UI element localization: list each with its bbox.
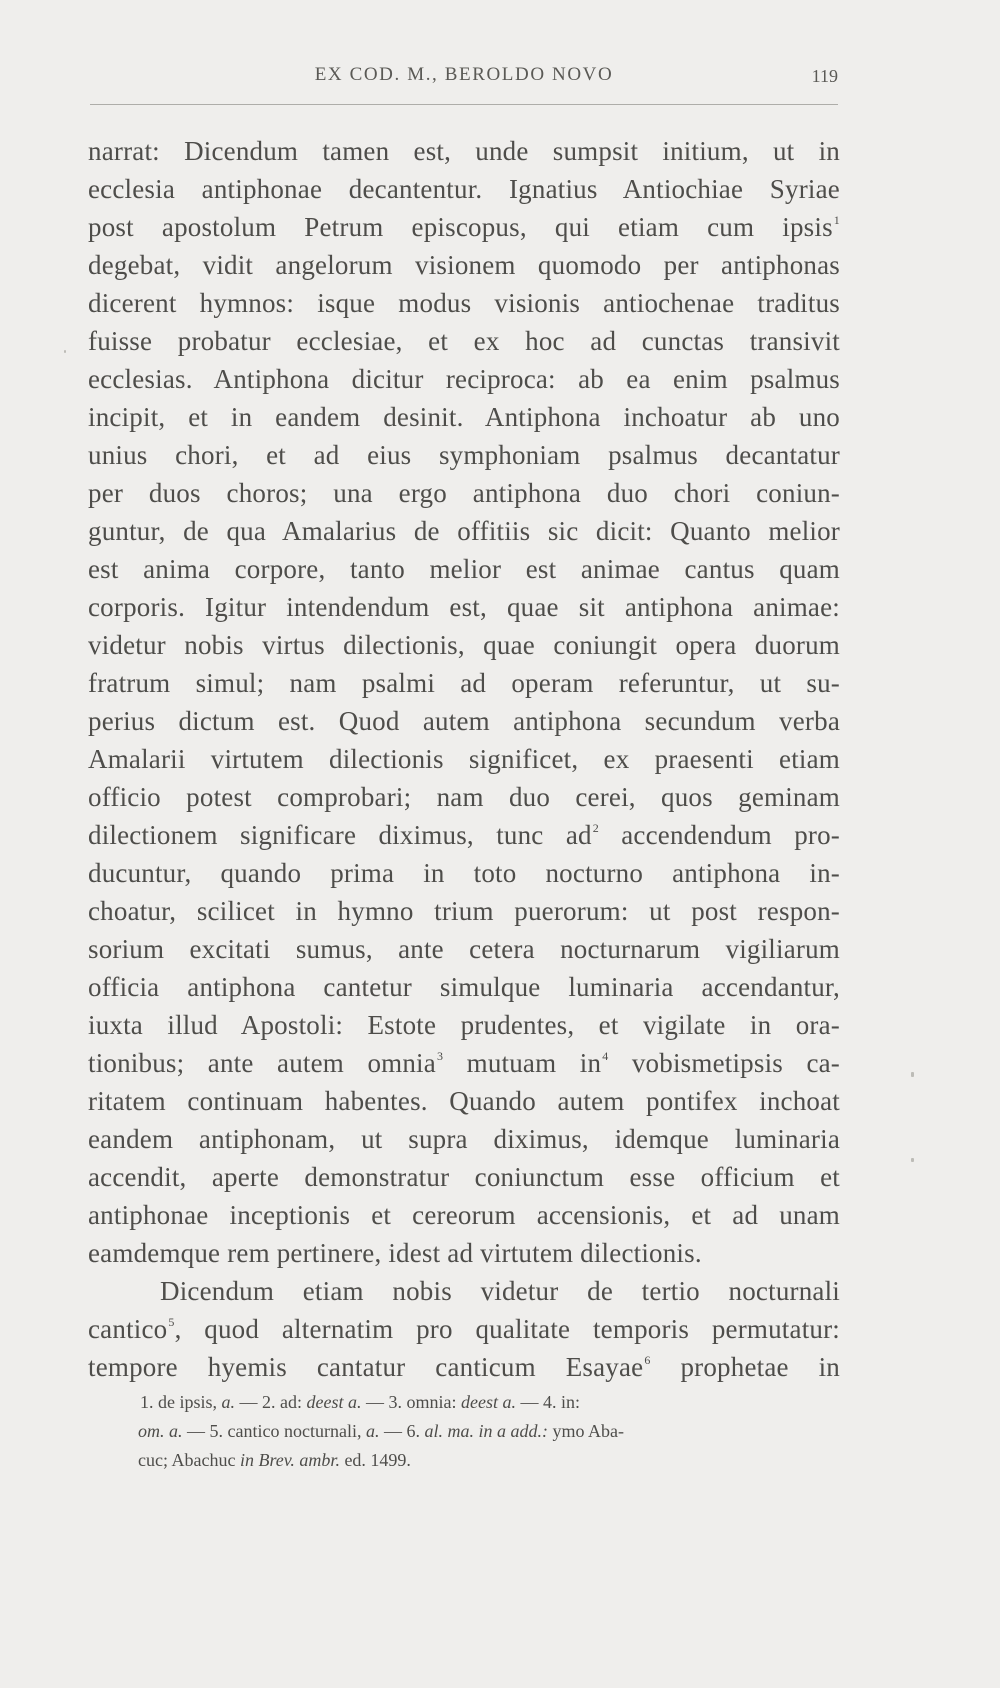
footnote-text: de ipsis,: [158, 1392, 218, 1412]
text-line: accendit, aperte demonstratur coniunctum esse officium et: [88, 1162, 840, 1192]
running-head: [90, 64, 838, 94]
footnote-text: ymo Aba-: [552, 1421, 624, 1441]
text-line: ecclesia antiphonae decantentur. Ignatius Antiochiae Syriae: [88, 174, 840, 204]
text-line: unius chori, et ad eius symphoniam psalmus decantatur: [88, 440, 840, 470]
footnote-line: [138, 1417, 852, 1446]
footnote-line: [140, 1388, 852, 1417]
footnote-siglum: deest a.: [461, 1392, 516, 1412]
footnote-siglum: om. a.: [138, 1421, 183, 1441]
footnote-siglum: in Brev. ambr.: [239, 1450, 340, 1470]
footnote-text: — 3. omnia:: [366, 1392, 457, 1412]
text-line: eandem antiphonam, ut supra diximus, idemque luminaria: [88, 1124, 840, 1154]
text-fragment: tempore hyemis cantatur canticum Esayae: [88, 1352, 644, 1382]
footnote-text: — 5. cantico nocturnali,: [187, 1421, 362, 1441]
footnote-siglum: al. ma. in a add.:: [424, 1421, 548, 1441]
note-ref: 2: [592, 821, 599, 835]
text-line: ecclesias. Antiphona dicitur reciproca: ab ea enim psalmus: [88, 364, 840, 394]
footnotes: [140, 1388, 852, 1475]
footnote-text: ed. 1499.: [344, 1450, 411, 1470]
note-ref: 3: [436, 1049, 444, 1063]
text-line: dicerent hymnos: isque modus visionis antiochenae traditus: [88, 288, 840, 318]
text-line: [88, 816, 840, 854]
text-line: per duos choros; una ergo antiphona duo chori coniun-: [88, 478, 840, 508]
text-line: eamdemque rem pertinere, idest ad virtutem dilectionis.: [88, 1238, 702, 1268]
text-line: iuxta illud Apostoli: Estote prudentes, et vigilate in ora-: [88, 1010, 840, 1040]
text-line: corporis. Igitur intendendum est, quae sit antiphona animae:: [88, 592, 840, 622]
page-number: 119: [811, 66, 838, 86]
footnote-siglum: a.: [365, 1421, 380, 1441]
text-fragment: vobismetipsis ca-: [631, 1048, 840, 1078]
text-fragment: mutuam in: [466, 1048, 602, 1078]
text-line: fuisse probatur ecclesiae, et ex hoc ad cunctas transivit: [88, 326, 840, 356]
text-fragment: prophetae in: [680, 1352, 840, 1382]
text-fragment: , quod alternatim pro qualitate temporis permutatur:: [174, 1314, 840, 1344]
text-fragment: dilectionem significare diximus, tunc ad: [88, 820, 592, 850]
text-line: [88, 1348, 840, 1386]
paper-speck: [911, 1072, 914, 1077]
footnote-text: — 4. in:: [520, 1392, 580, 1412]
footnote-text: — 6.: [383, 1421, 420, 1441]
text-fragment: tionibus; ante autem omnia: [88, 1048, 436, 1078]
text-line: est anima corpore, tanto melior est animae cantus quam: [88, 554, 840, 584]
text-line: ritatem continuam habentes. Quando autem pontifex inchoat: [88, 1086, 840, 1116]
text-line: fratrum simul; nam psalmi ad operam referuntur, ut su-: [88, 668, 840, 698]
header-rule: [90, 104, 838, 105]
text-line: antiphonae inceptionis et cereorum accensionis, et ad unam: [88, 1200, 840, 1230]
text-line: incipit, et in eandem desinit. Antiphona inchoatur ab uno: [88, 402, 840, 432]
text-line: [88, 1044, 840, 1082]
text-line: Amalarii virtutem dilectionis significet, ex praesenti etiam: [88, 744, 840, 774]
footnote-text: — 2. ad:: [239, 1392, 303, 1412]
note-ref: 4: [602, 1049, 609, 1063]
running-title: EX COD. M., BEROLDO NOVO: [314, 64, 614, 85]
text-line: guntur, de qua Amalarius de offitiis sic dicit: Quanto melior: [88, 516, 840, 546]
text-line: [88, 1310, 840, 1348]
text-line: perius dictum est. Quod autem antiphona secundum verba: [88, 706, 840, 736]
footnote-text: cuc; Abachuc: [138, 1450, 236, 1470]
body-text: [88, 132, 840, 1386]
text-fragment: cantico: [88, 1314, 168, 1344]
footnote-siglum: deest a.: [306, 1392, 362, 1412]
footnote-line: [138, 1446, 852, 1475]
note-ref: 1: [833, 213, 840, 227]
text-line: sorium excitati sumus, ante cetera nocturnarum vigiliarum: [88, 934, 840, 964]
footnote-siglum: a.: [221, 1392, 236, 1412]
footnote-number: 1.: [140, 1392, 154, 1412]
note-ref: 6: [644, 1353, 651, 1367]
text-line: narrat: Dicendum tamen est, unde sumpsit initium, ut in: [88, 136, 840, 166]
paper-speck: [911, 1158, 914, 1162]
text-line: ducuntur, quando prima in toto nocturno antiphona in-: [88, 858, 840, 888]
text-line: videtur nobis virtus dilectionis, quae coniungit opera duorum: [88, 630, 840, 660]
text-line: Dicendum etiam nobis videtur de tertio nocturnali: [160, 1276, 840, 1306]
text-fragment: post apostolum Petrum episcopus, qui etiam cum ipsis: [88, 212, 833, 242]
text-line: degebat, vidit angelorum visionem quomodo per antiphonas: [88, 250, 840, 280]
text-line: [88, 208, 840, 246]
paper-speck: [64, 350, 66, 353]
text-line: officio potest comprobari; nam duo cerei, quos geminam: [88, 782, 840, 812]
text-fragment: accendendum pro-: [621, 820, 840, 850]
note-ref: 5: [168, 1315, 175, 1329]
text-line: officia antiphona cantetur simulque luminaria accendantur,: [88, 972, 840, 1002]
text-line: choatur, scilicet in hymno trium puerorum: ut post respon-: [88, 896, 840, 926]
